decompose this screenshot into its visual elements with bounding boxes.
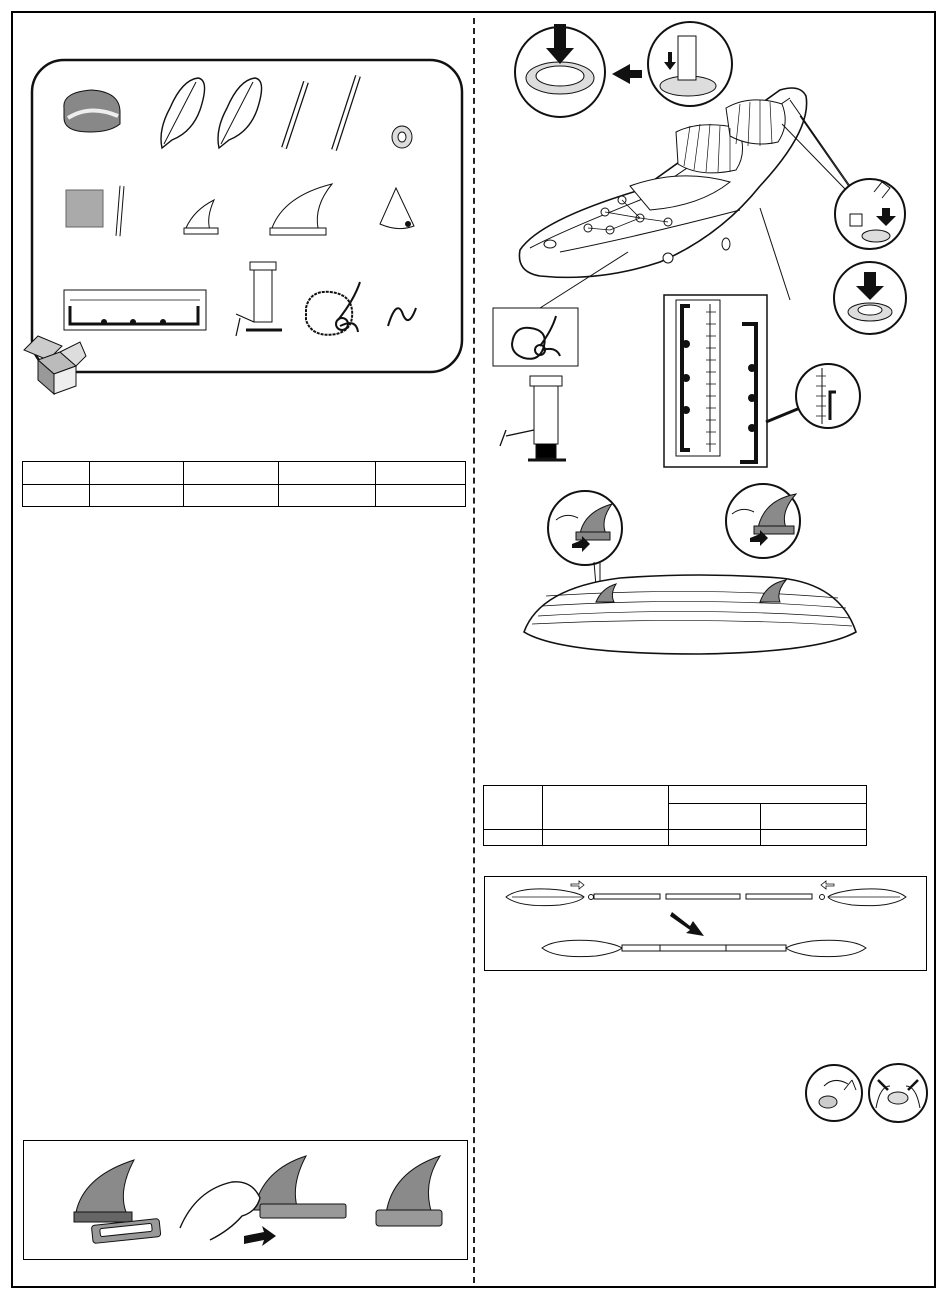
valve-twist-icon xyxy=(806,1065,862,1121)
valve-press-icon xyxy=(869,1064,927,1122)
